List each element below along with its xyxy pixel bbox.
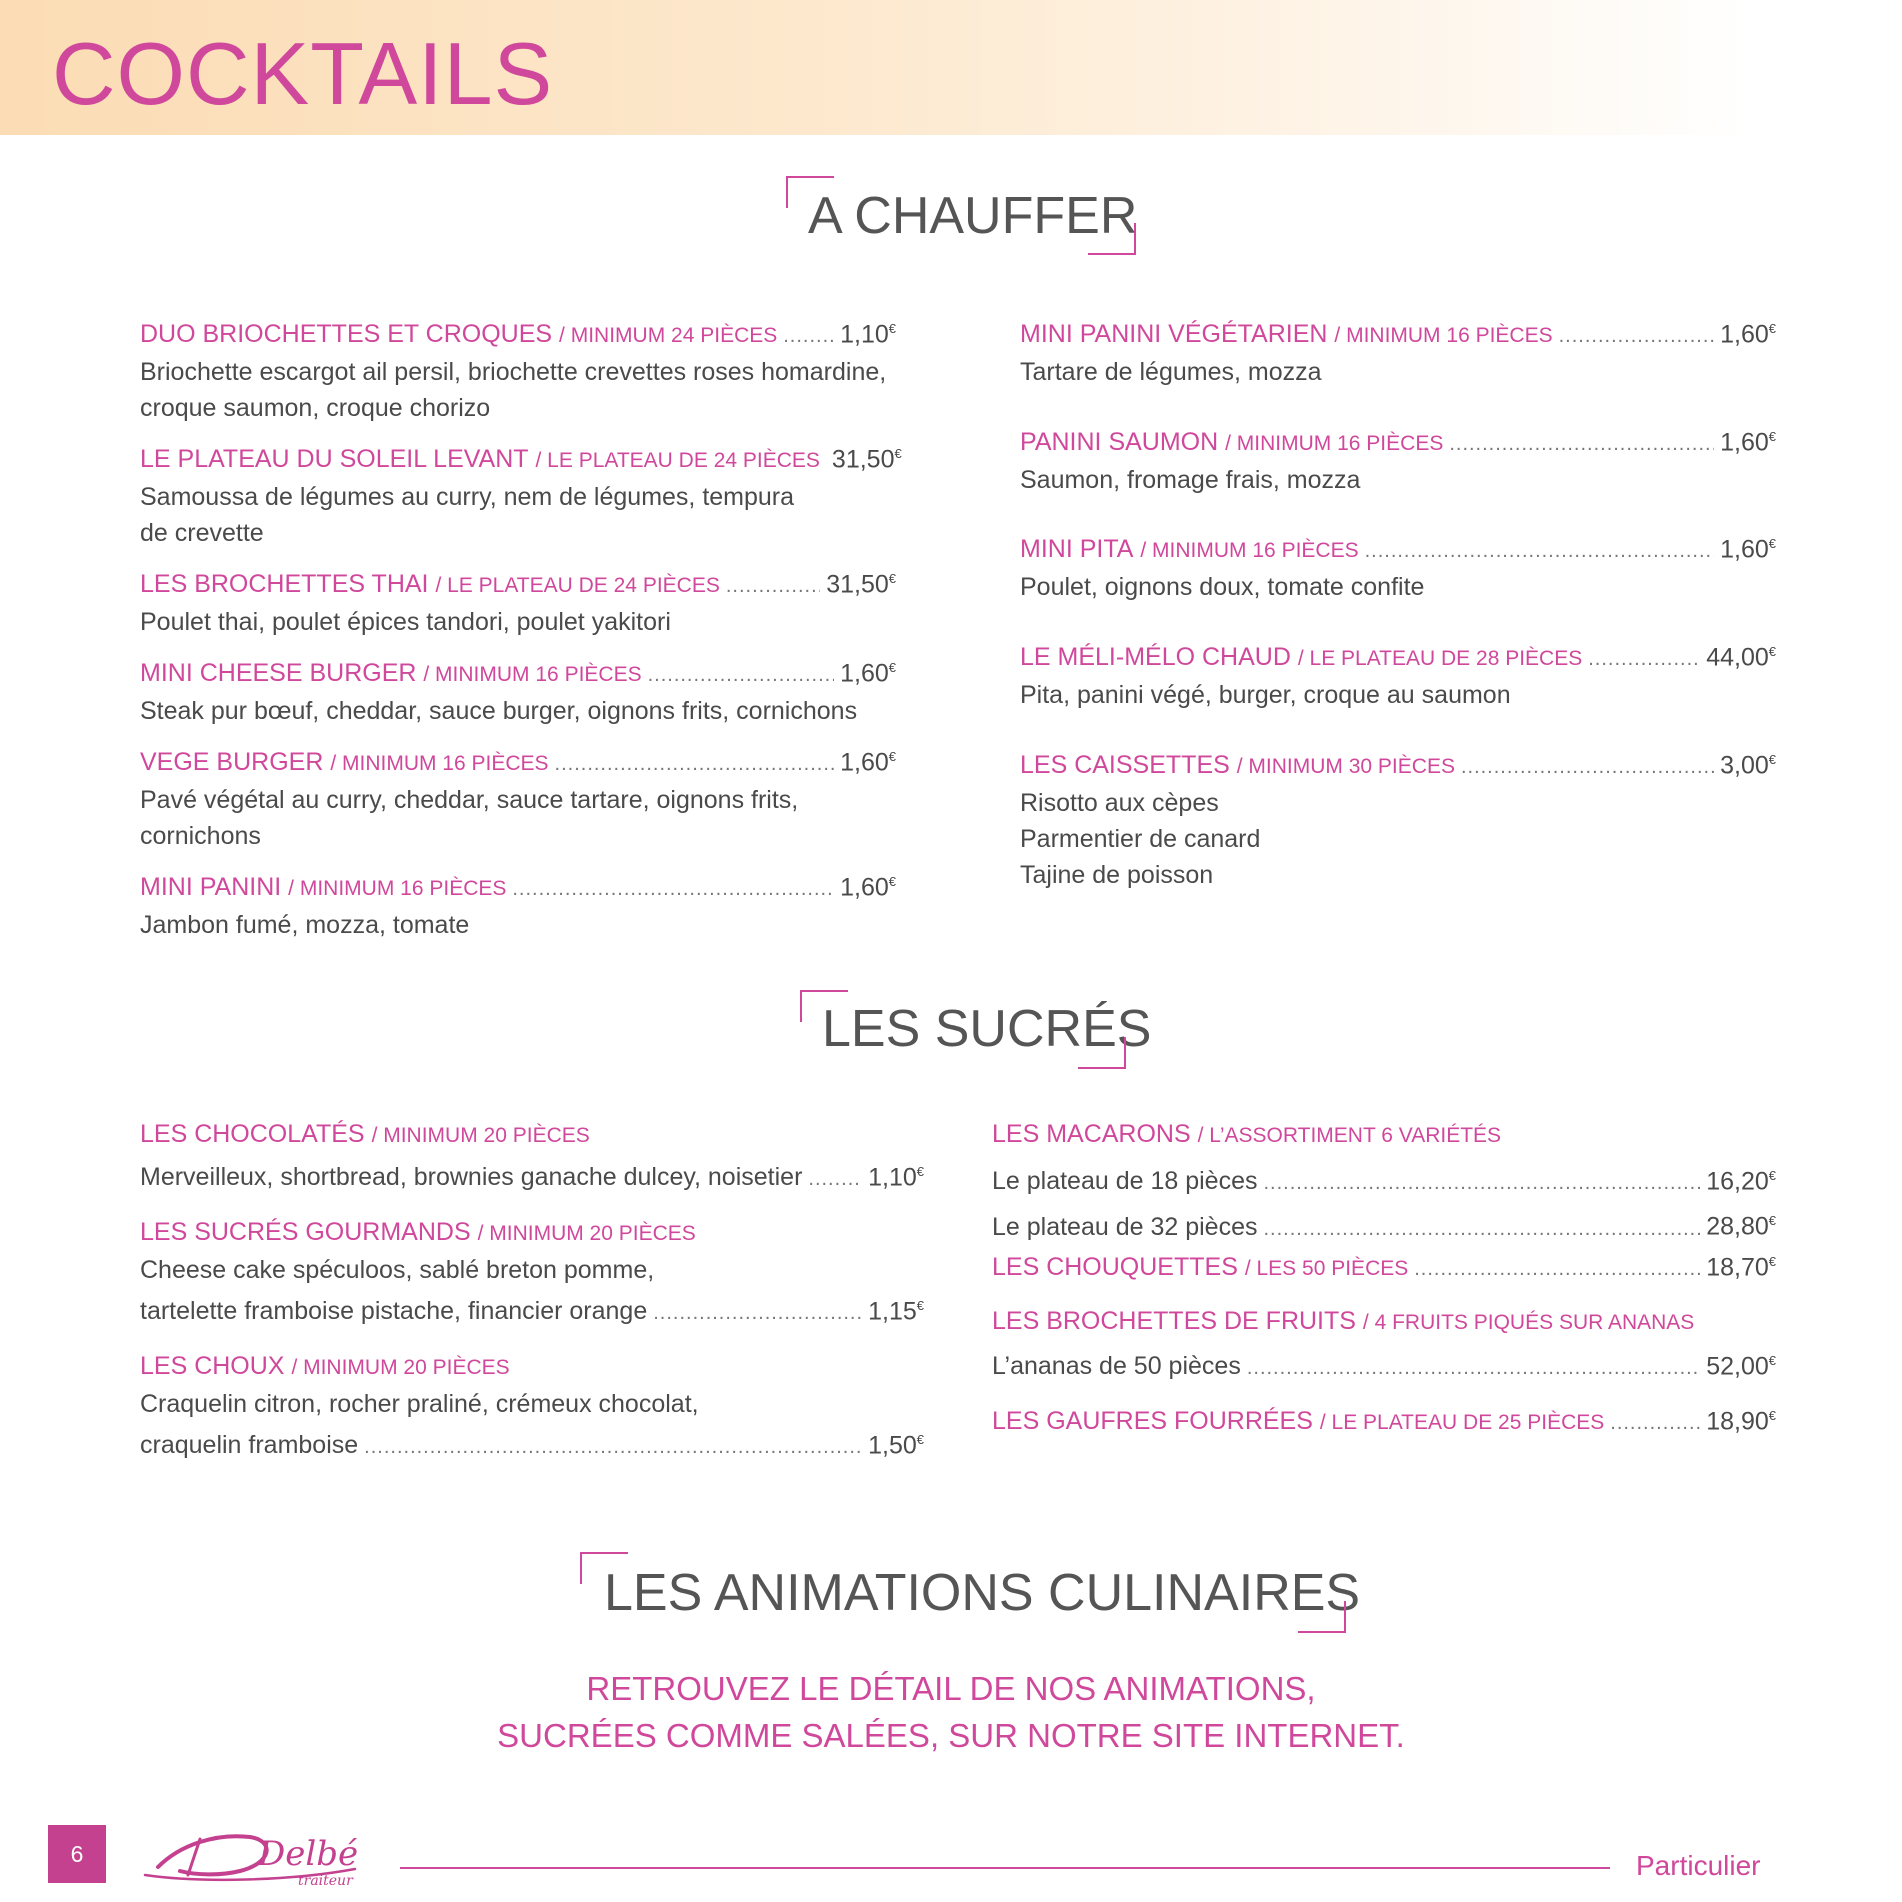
item-description: croque saumon, croque chorizo (140, 394, 491, 423)
item-description: tartelette framboise pistache, financier orange (140, 1297, 648, 1326)
menu-item (140, 436, 902, 551)
item-quantity: / MINIMUM 16 PIÈCES (330, 752, 549, 776)
leader-dots (1247, 1350, 1700, 1386)
item-description: Pita, panini végé, burger, croque au saumon (1020, 681, 1511, 710)
item-description: Pavé végétal au curry, cheddar, sauce tartare, oignons frits, (140, 786, 799, 815)
item-quantity: / MINIMUM 16 PIÈCES (288, 877, 507, 901)
item-price: 28,80€ (1706, 1212, 1776, 1241)
menu-item (992, 1398, 1776, 1441)
title-corner-bottom-right (1088, 223, 1136, 255)
item-price: 16,20€ (1706, 1167, 1776, 1196)
delbe-logo-icon (140, 1815, 380, 1890)
item-name: LE MÉLI-MÉLO CHAUD (1020, 643, 1291, 672)
item-name: LE PLATEAU DU SOLEIL LEVANT (140, 445, 529, 474)
section-title-sucres: LES SUCRÉS (822, 1000, 1152, 1058)
item-name: LES CAISSETTES (1020, 751, 1230, 780)
menu-item (140, 864, 896, 943)
item-price: 18,70€ (1706, 1253, 1776, 1282)
item-description: Poulet thai, poulet épices tandori, poulet yakitori (140, 608, 671, 637)
item-description: Tajine de poisson (1020, 861, 1214, 890)
item-description: Tartare de légumes, mozza (1020, 358, 1322, 387)
title-corner-bottom-right (1078, 1037, 1126, 1069)
item-description: Parmentier de canard (1020, 825, 1261, 854)
item-quantity: / LE PLATEAU DE 24 PIÈCES (535, 449, 820, 473)
menu-item (140, 1116, 924, 1197)
item-description: Briochette escargot ail persil, briochette crevettes roses homardine, (140, 358, 887, 387)
item-quantity: / MINIMUM 16 PIÈCES (1140, 539, 1359, 563)
item-option: L’ananas de 50 pièces (992, 1352, 1241, 1381)
item-name: LES MACARONS (992, 1120, 1191, 1148)
item-quantity: / LE PLATEAU DE 28 PIÈCES (1297, 647, 1583, 671)
item-price: 1,60€ (840, 748, 896, 777)
menu-item (140, 1348, 924, 1465)
item-option: Le plateau de 32 pièces (992, 1212, 1258, 1241)
menu-item (1020, 419, 1776, 498)
item-description: de crevette (140, 519, 264, 548)
footer-label: Particulier (1636, 1850, 1761, 1881)
item-price: 1,10€ (840, 320, 896, 349)
animations-text (0, 1665, 1902, 1759)
item-price: 44,00€ (1706, 643, 1776, 672)
item-description: Samoussa de légumes au curry, nem de légumes, tempura (140, 483, 795, 512)
leader-dots (512, 871, 834, 907)
item-quantity: / MINIMUM 20 PIÈCES (477, 1222, 696, 1245)
item-price: 1,60€ (1720, 428, 1776, 457)
item-quantity: / MINIMUM 24 PIÈCES (559, 324, 778, 348)
brand-logo (140, 1815, 380, 1890)
leader-dots (808, 1161, 862, 1197)
item-description: cornichons (140, 822, 261, 851)
item-quantity: / MINIMUM 20 PIÈCES (291, 1356, 510, 1379)
item-quantity: / MINIMUM 16 PIÈCES (1334, 324, 1553, 348)
item-quantity: / MINIMUM 16 PIÈCES (1225, 432, 1444, 456)
item-price: 1,10€ (868, 1163, 924, 1192)
menu-item (992, 1303, 1776, 1386)
leader-dots (364, 1429, 862, 1465)
leader-dots (1588, 641, 1700, 677)
item-name: MINI PANINI (140, 873, 282, 902)
menu-item (1020, 311, 1776, 390)
menu-item (1020, 742, 1776, 893)
svg-text:traiteur: traiteur (298, 1873, 353, 1889)
section-title-chauffer: A CHAUFFER (808, 187, 1138, 245)
leader-dots (648, 657, 835, 693)
item-name: VEGE BURGER (140, 748, 324, 777)
item-name: PANINI SAUMON (1020, 428, 1219, 457)
item-quantity: / MINIMUM 30 PIÈCES (1236, 755, 1455, 779)
item-price: 1,50€ (868, 1431, 924, 1460)
animations-text-line: SUCRÉES COMME SALÉES, SUR NOTRE SITE INTERNET. (497, 1717, 1405, 1754)
item-quantity: / L’ASSORTIMENT 6 VARIÉTÉS (1197, 1124, 1502, 1147)
item-quantity: / 4 FRUITS PIQUÉS SUR ANANAS (1362, 1311, 1695, 1334)
item-name: LES SUCRÉS GOURMANDS (140, 1218, 471, 1246)
item-price: 1,60€ (1720, 535, 1776, 564)
item-description: Cheese cake spéculoos, sablé breton pomme, (140, 1256, 655, 1284)
item-option: Le plateau de 18 pièces (992, 1167, 1258, 1196)
section-title-animations: LES ANIMATIONS CULINAIRES (604, 1564, 1361, 1622)
menu-item (140, 739, 896, 854)
animations-text-line: RETROUVEZ LE DÉTAIL DE NOS ANIMATIONS, (586, 1670, 1316, 1707)
item-name: LES CHOUQUETTES (992, 1253, 1238, 1282)
item-name: LES BROCHETTES DE FRUITS (992, 1307, 1356, 1335)
item-price: 31,50€ (831, 445, 902, 474)
item-quantity: / LE PLATEAU DE 25 PIÈCES (1319, 1411, 1605, 1435)
item-price: 31,50€ (826, 570, 896, 599)
leader-dots (1449, 426, 1714, 462)
item-quantity: / LES 50 PIÈCES (1244, 1257, 1409, 1281)
leader-dots (783, 318, 834, 354)
leader-dots (1264, 1211, 1701, 1247)
svg-text:Delbé: Delbé (258, 1834, 359, 1874)
menu-item (140, 311, 896, 426)
item-description: Saumon, fromage frais, mozza (1020, 466, 1361, 495)
item-description: Steak pur bœuf, cheddar, sauce burger, oignons frits, cornichons (140, 697, 858, 726)
item-description: Craquelin citron, rocher praliné, crémeux chocolat, (140, 1390, 699, 1418)
item-name: LES BROCHETTES THAI (140, 570, 429, 599)
item-quantity: / MINIMUM 16 PIÈCES (423, 663, 642, 687)
item-price: 1,60€ (1720, 320, 1776, 349)
leader-dots (1610, 1405, 1700, 1441)
item-name: LES GAUFRES FOURRÉES (992, 1407, 1313, 1436)
menu-item (140, 561, 896, 640)
menu-item (140, 650, 896, 729)
leader-dots (555, 746, 835, 782)
item-quantity: / MINIMUM 20 PIÈCES (371, 1124, 590, 1147)
leader-dots (1414, 1251, 1700, 1287)
item-name: MINI PITA (1020, 535, 1134, 564)
leader-dots (1365, 533, 1715, 569)
item-quantity: / LE PLATEAU DE 24 PIÈCES (435, 574, 720, 598)
footer-divider (400, 1867, 1610, 1869)
leader-dots (1559, 318, 1714, 354)
item-name: LES CHOUX (140, 1352, 285, 1380)
item-name: DUO BRIOCHETTES ET CROQUES (140, 320, 553, 349)
item-price: 1,60€ (840, 659, 896, 688)
item-name: MINI CHEESE BURGER (140, 659, 417, 688)
item-price: 1,60€ (840, 873, 896, 902)
leader-dots (726, 568, 820, 604)
item-description: Poulet, oignons doux, tomate confite (1020, 573, 1425, 602)
menu-item (992, 1116, 1776, 1247)
menu-item (1020, 634, 1776, 713)
menu-item (1020, 526, 1776, 605)
menu-item (140, 1214, 924, 1331)
item-name: MINI PANINI VÉGÉTARIEN (1020, 320, 1328, 349)
item-price: 18,90€ (1706, 1407, 1776, 1436)
item-description: Jambon fumé, mozza, tomate (140, 911, 470, 940)
page-number: 6 (48, 1825, 106, 1883)
item-description: craquelin framboise (140, 1431, 359, 1460)
leader-dots (1264, 1165, 1701, 1201)
item-description: Risotto aux cèpes (1020, 789, 1219, 818)
item-name: LES CHOCOLATÉS (140, 1120, 365, 1148)
item-price: 3,00€ (1720, 751, 1776, 780)
leader-dots (653, 1295, 862, 1331)
page-title: COCKTAILS (52, 24, 554, 123)
leader-dots (1461, 749, 1714, 785)
item-description: Merveilleux, shortbread, brownies ganache dulcey, noisetier (140, 1163, 803, 1192)
title-corner-bottom-right (1298, 1601, 1346, 1633)
item-price: 52,00€ (1706, 1352, 1776, 1381)
item-price: 1,15€ (868, 1297, 924, 1326)
menu-item (992, 1244, 1776, 1287)
